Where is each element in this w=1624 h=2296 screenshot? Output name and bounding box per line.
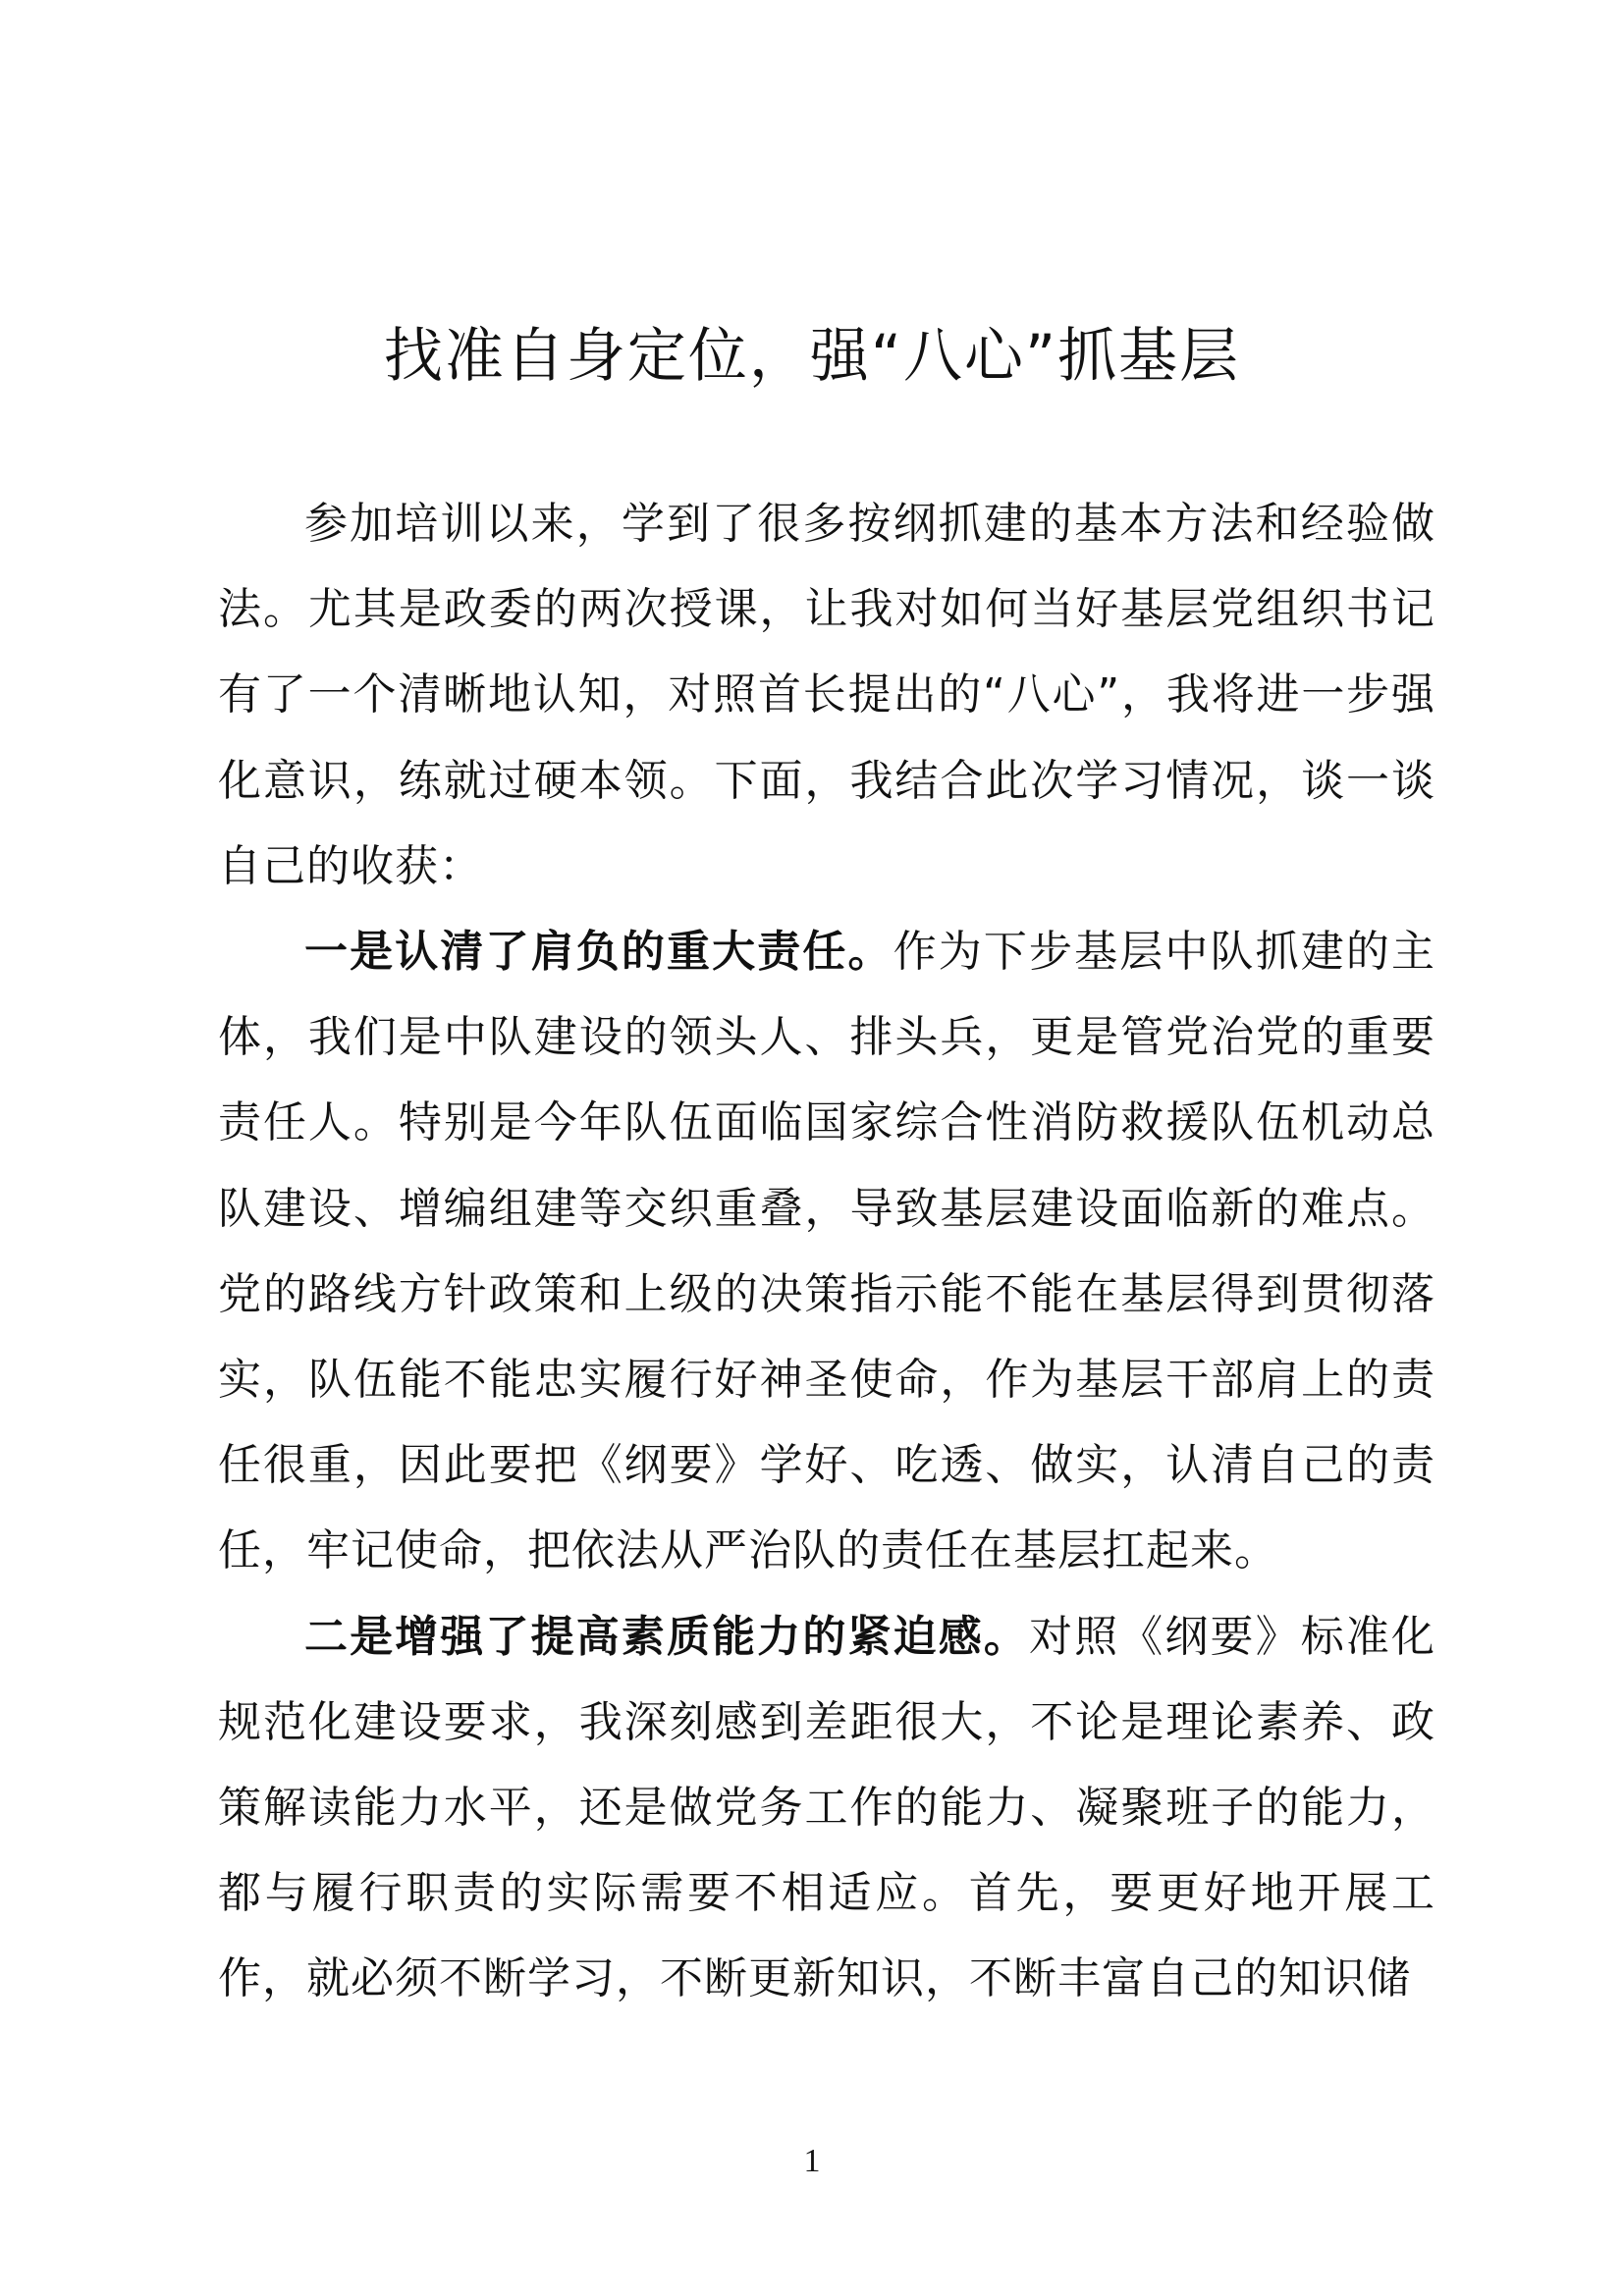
paragraph-text: 作为下步基层中队抓建的主体，我们是中队建设的领头人、排头兵，更是管党治党的重要责任人。特别是今年队伍面临国家综合性消防救援队伍机动总队建设、增编组建等交织重叠，导致基层建设面临新的难点。党的路线方针政策和上级的决策指示能不能在基层得到贯彻落实，队伍能不能忠实履行好神圣使命，作为基层干部肩上的责任很重，因此要把《纲要》学好、吃透、做实，认清自己的责任，牢记使命，把依法从严治队的责任在基层扛起来。 [218, 927, 1435, 1576]
paragraph-point-two [218, 1594, 1435, 2022]
paragraph-point-one [218, 909, 1435, 1594]
paragraph-text: 对照《纲要》标准化规范化建设要求，我深刻感到差距很大，不论是理论素养、政策解读能力水平，还是做党务工作的能力、凝聚班子的能力，都与履行职责的实际需要不相适应。首先，要更好地开展工作，就必须不断学习，不断更新知识，不断丰富自己的知识储 [218, 1611, 1435, 2004]
document-title: 找准自身定位，强“八心”抓基层 [383, 322, 1241, 391]
paragraph-intro [218, 481, 1435, 909]
document-body [218, 481, 1435, 2022]
paragraph-lead: 一是认清了肩负的重大责任。 [304, 927, 893, 978]
paragraph-lead: 二是增强了提高素质能力的紧迫感。 [304, 1611, 1029, 1662]
paragraph-text: 参加培训以来，学到了很多按纲抓建的基本方法和经验做法。尤其是政委的两次授课，让我对如何当好基层党组织书记有了一个清晰地认知，对照首长提出的“八心”，我将进一步强化意识，练就过硬本领。下面，我结合此次学习情况，谈一谈自己的收获： [218, 499, 1435, 891]
page-number: 1 [803, 2143, 821, 2179]
